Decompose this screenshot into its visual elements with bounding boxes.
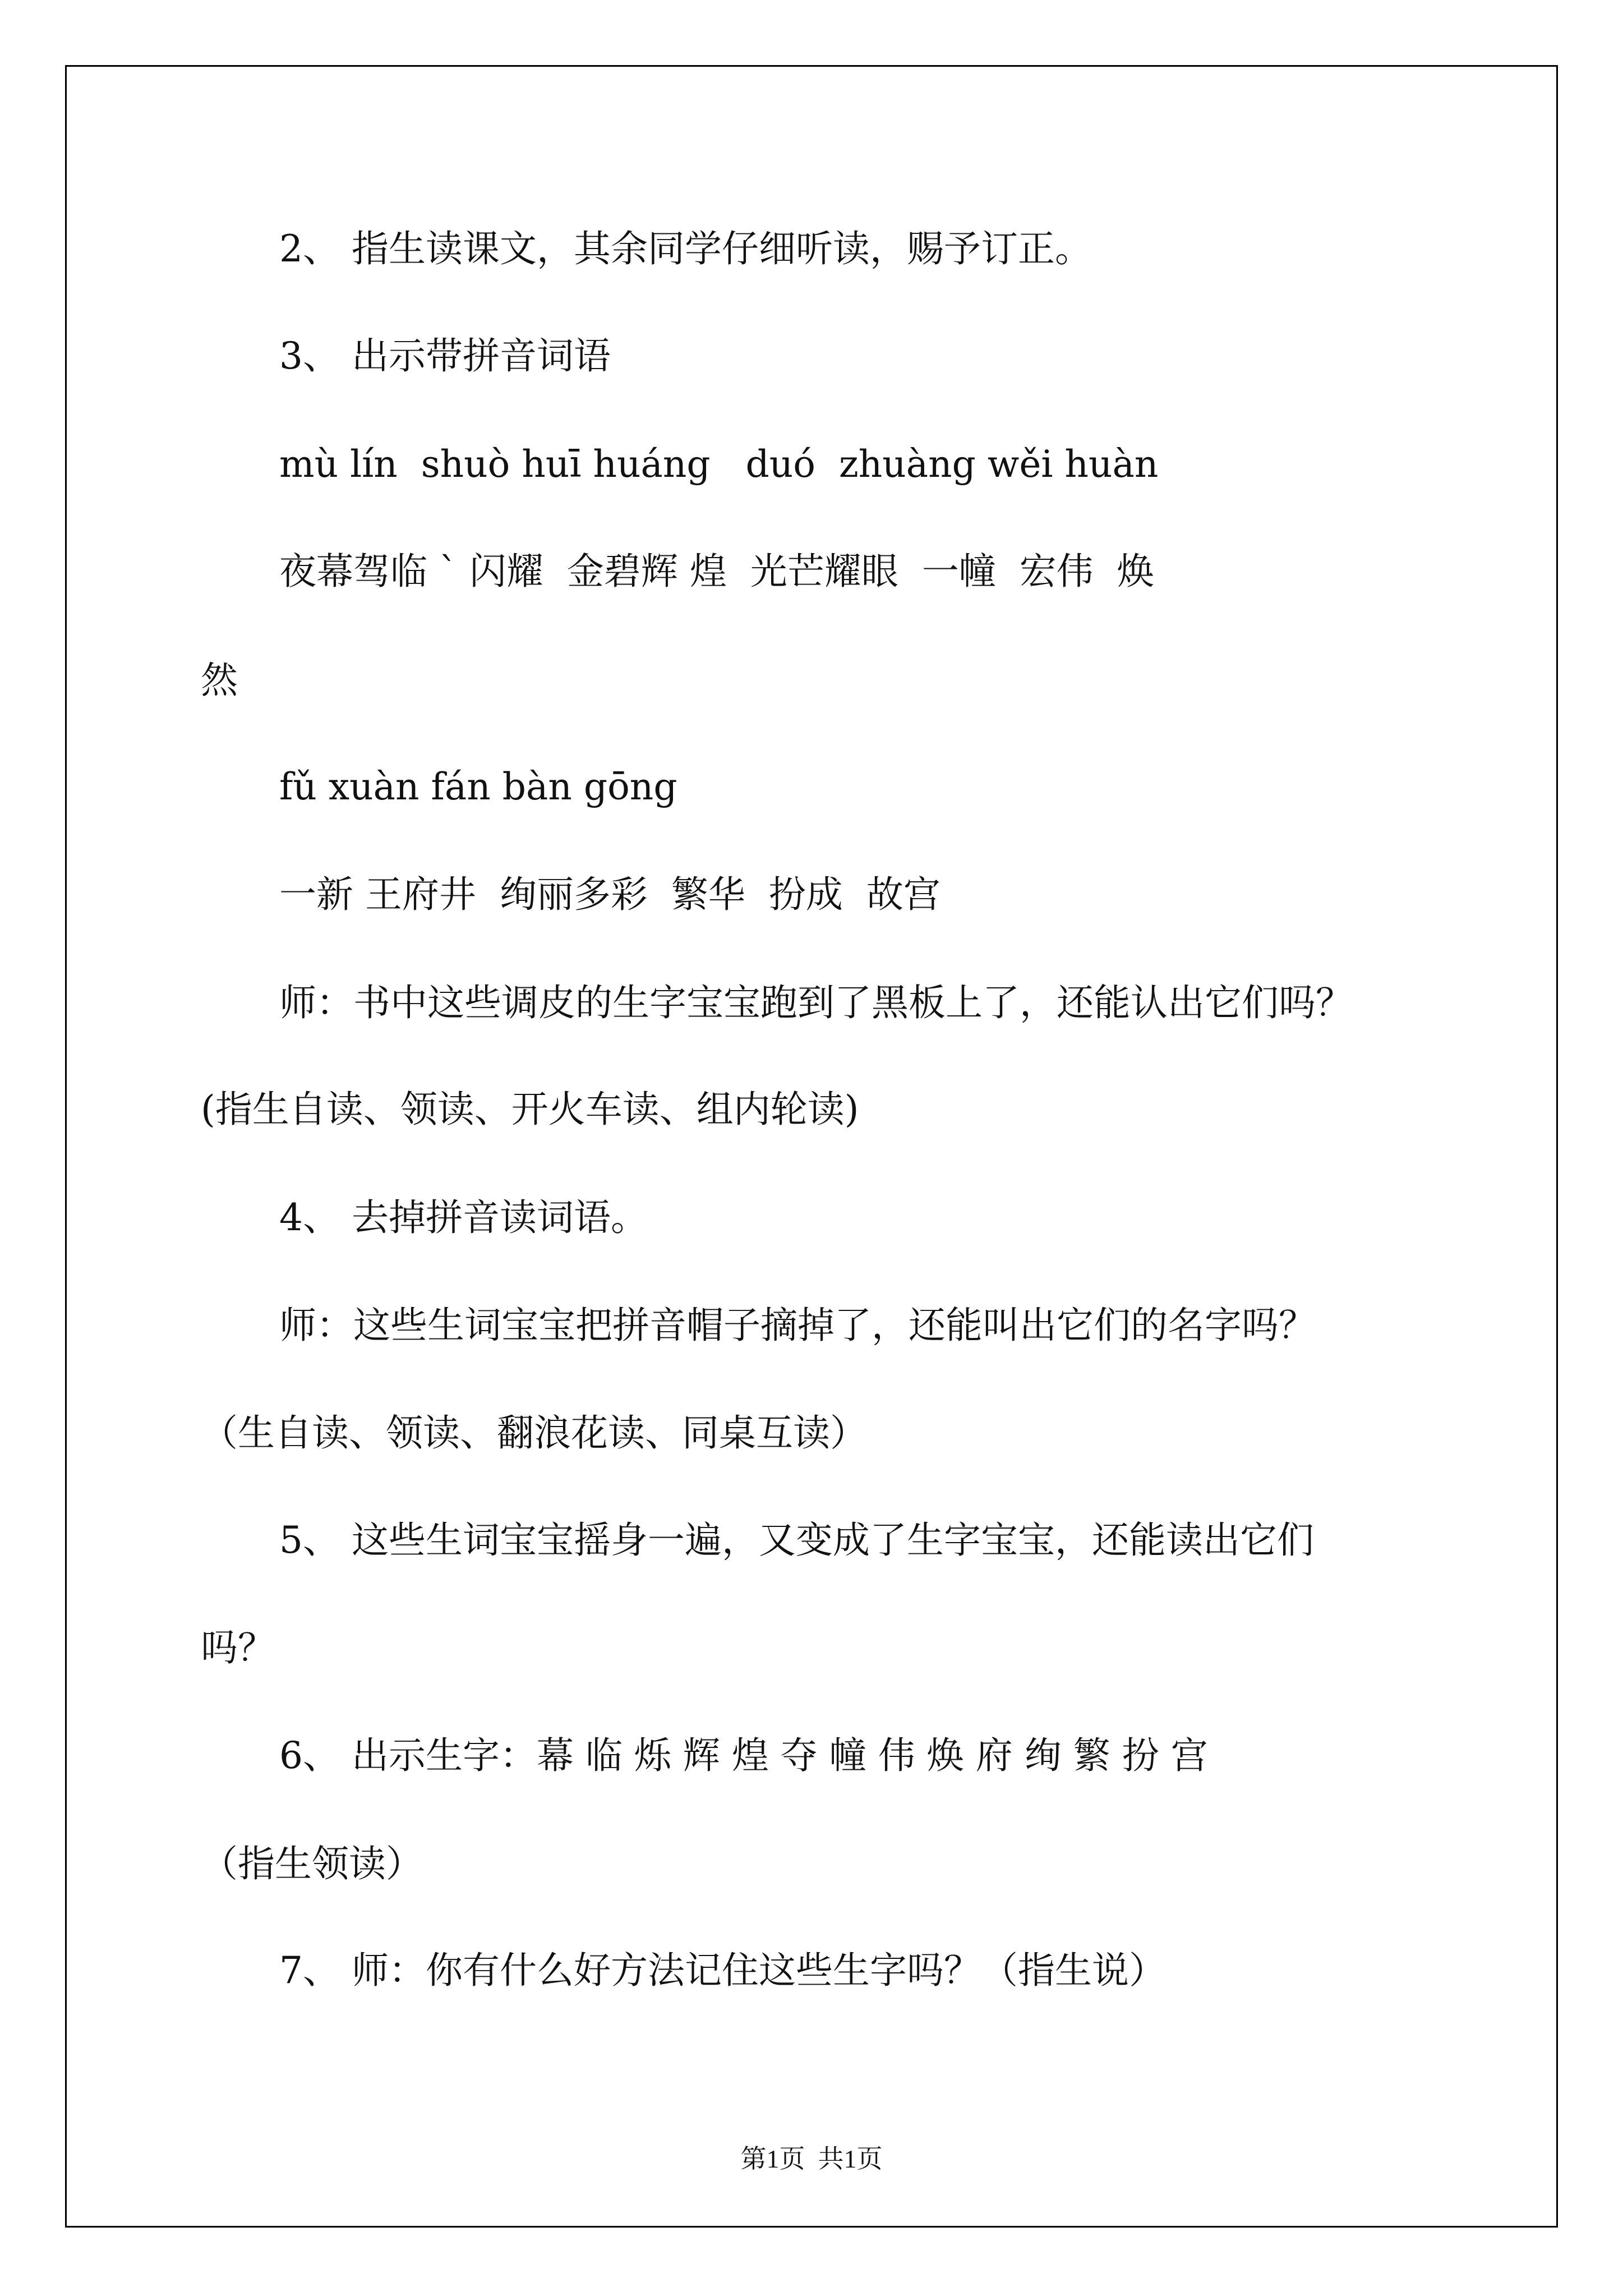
vocab-line-2: 一新 王府井 绚丽多彩 繁华 扮成 故宫 [279,873,940,916]
page-footer: 第1页 共1页 [740,2145,883,2173]
text-line-6: 6、 出示生字：幕 临 烁 辉 煌 夺 幢 伟 焕 府 绚 繁 扮 宫 [279,1734,1208,1777]
pinyin-line-2: fǔ xuàn fán bàn gōng [279,765,677,808]
text-line-note-2: （生自读、领读、翻浪花读、同桌互读） [201,1411,867,1455]
text-line-teacher-2: 师：这些生词宝宝把拼音帽子摘掉了，还能叫出它们的名字吗？ [279,1304,1316,1347]
text-line-1: 2、 指生读课文，其余同学仔细听读，赐予订正。 [279,227,1092,270]
page-border [65,65,1558,2228]
vocab-line-1-wrap: 然 [201,659,238,702]
text-line-5: 5、 这些生词宝宝摇身一遍，又变成了生字宝宝，还能读出它们 [279,1519,1314,1562]
pinyin-line-1: mù lín shuò huī huáng duó zhuàng wěi huàn [279,443,1159,486]
text-line-4: 4、 去掉拼音读词语。 [279,1196,648,1239]
text-line-note-1: (指生自读、领读、开火车读、组内轮读) [201,1088,859,1131]
text-line-7: 7、 师：你有什么好方法记住这些生字吗？（指生说） [279,1949,1166,1992]
vocab-line-1: 夜幕驾临 ` 闪耀 金碧辉 煌 光芒耀眼 一幢 宏伟 焕 [279,550,1154,593]
text-line-teacher-1: 师：书中这些调皮的生字宝宝跑到了黑板上了，还能认出它们吗？ [279,981,1353,1024]
text-line-5-wrap: 吗？ [201,1626,275,1669]
text-line-note-3: （指生领读） [201,1842,423,1885]
text-line-2: 3、 出示带拼音词语 [279,334,611,378]
